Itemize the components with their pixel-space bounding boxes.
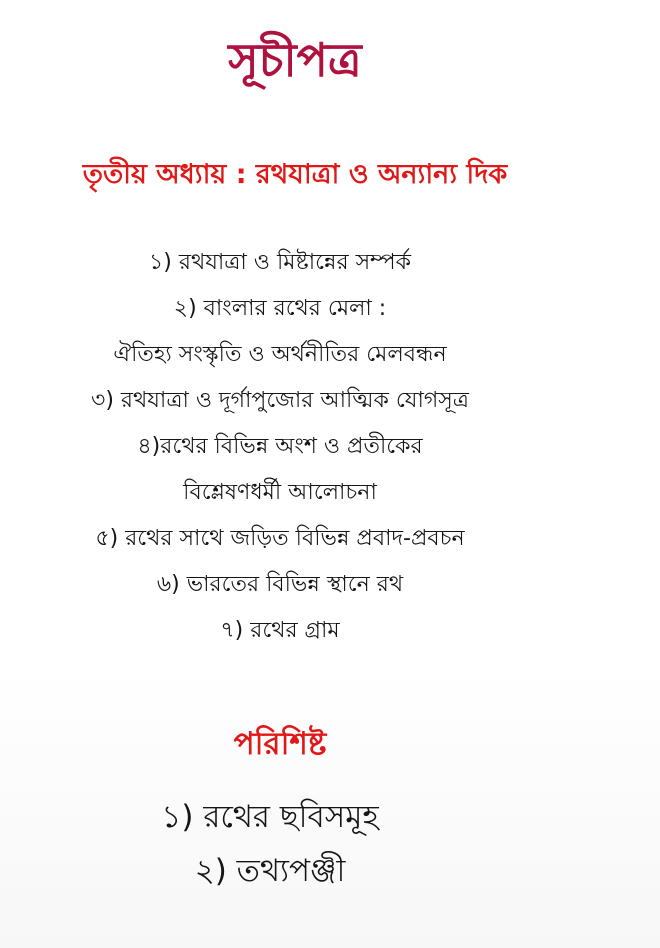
toc-line: ৭) রথের গ্রাম xyxy=(220,618,340,643)
toc-line: ৪)রথের বিভিন্ন অংশ ও প্রতীকের xyxy=(137,434,423,459)
toc-line: ২) বাংলার রথের মেলা : xyxy=(173,296,387,321)
toc-line: ১) রথযাত্রা ও মিষ্টান্নের সম্পর্ক xyxy=(149,250,411,275)
table-of-contents xyxy=(0,240,560,654)
appendix-item: ১) রথের ছবিসমূহ xyxy=(161,799,379,835)
toc-line: ঐতিহ্য সংস্কৃতি ও অর্থনীতির মেলবন্ধন xyxy=(113,342,447,367)
chapter-heading: তৃতীয় অধ্যায় : রথযাত্রা ও অন্যান্য দিক xyxy=(82,159,508,190)
appendix-item: ২) তথ্যপঞ্জী xyxy=(194,853,346,889)
toc-line: বিশ্লেষণধর্মী আলোচনা xyxy=(183,480,377,505)
appendix-list xyxy=(0,790,540,898)
toc-line: ৫) রথের সাথে জড়িত বিভিন্ন প্রবাদ-প্রবচন xyxy=(95,526,465,551)
toc-line: ৬) ভারতের বিভিন্ন স্থানে রথ xyxy=(156,572,404,597)
appendix-heading: পরিশিষ্ট xyxy=(233,726,327,762)
page-title: সূচীপত্র xyxy=(228,33,362,87)
toc-line: ৩) রথযাত্রা ও দূর্গাপুজোর আত্মিক যোগসূত্র xyxy=(91,388,469,413)
